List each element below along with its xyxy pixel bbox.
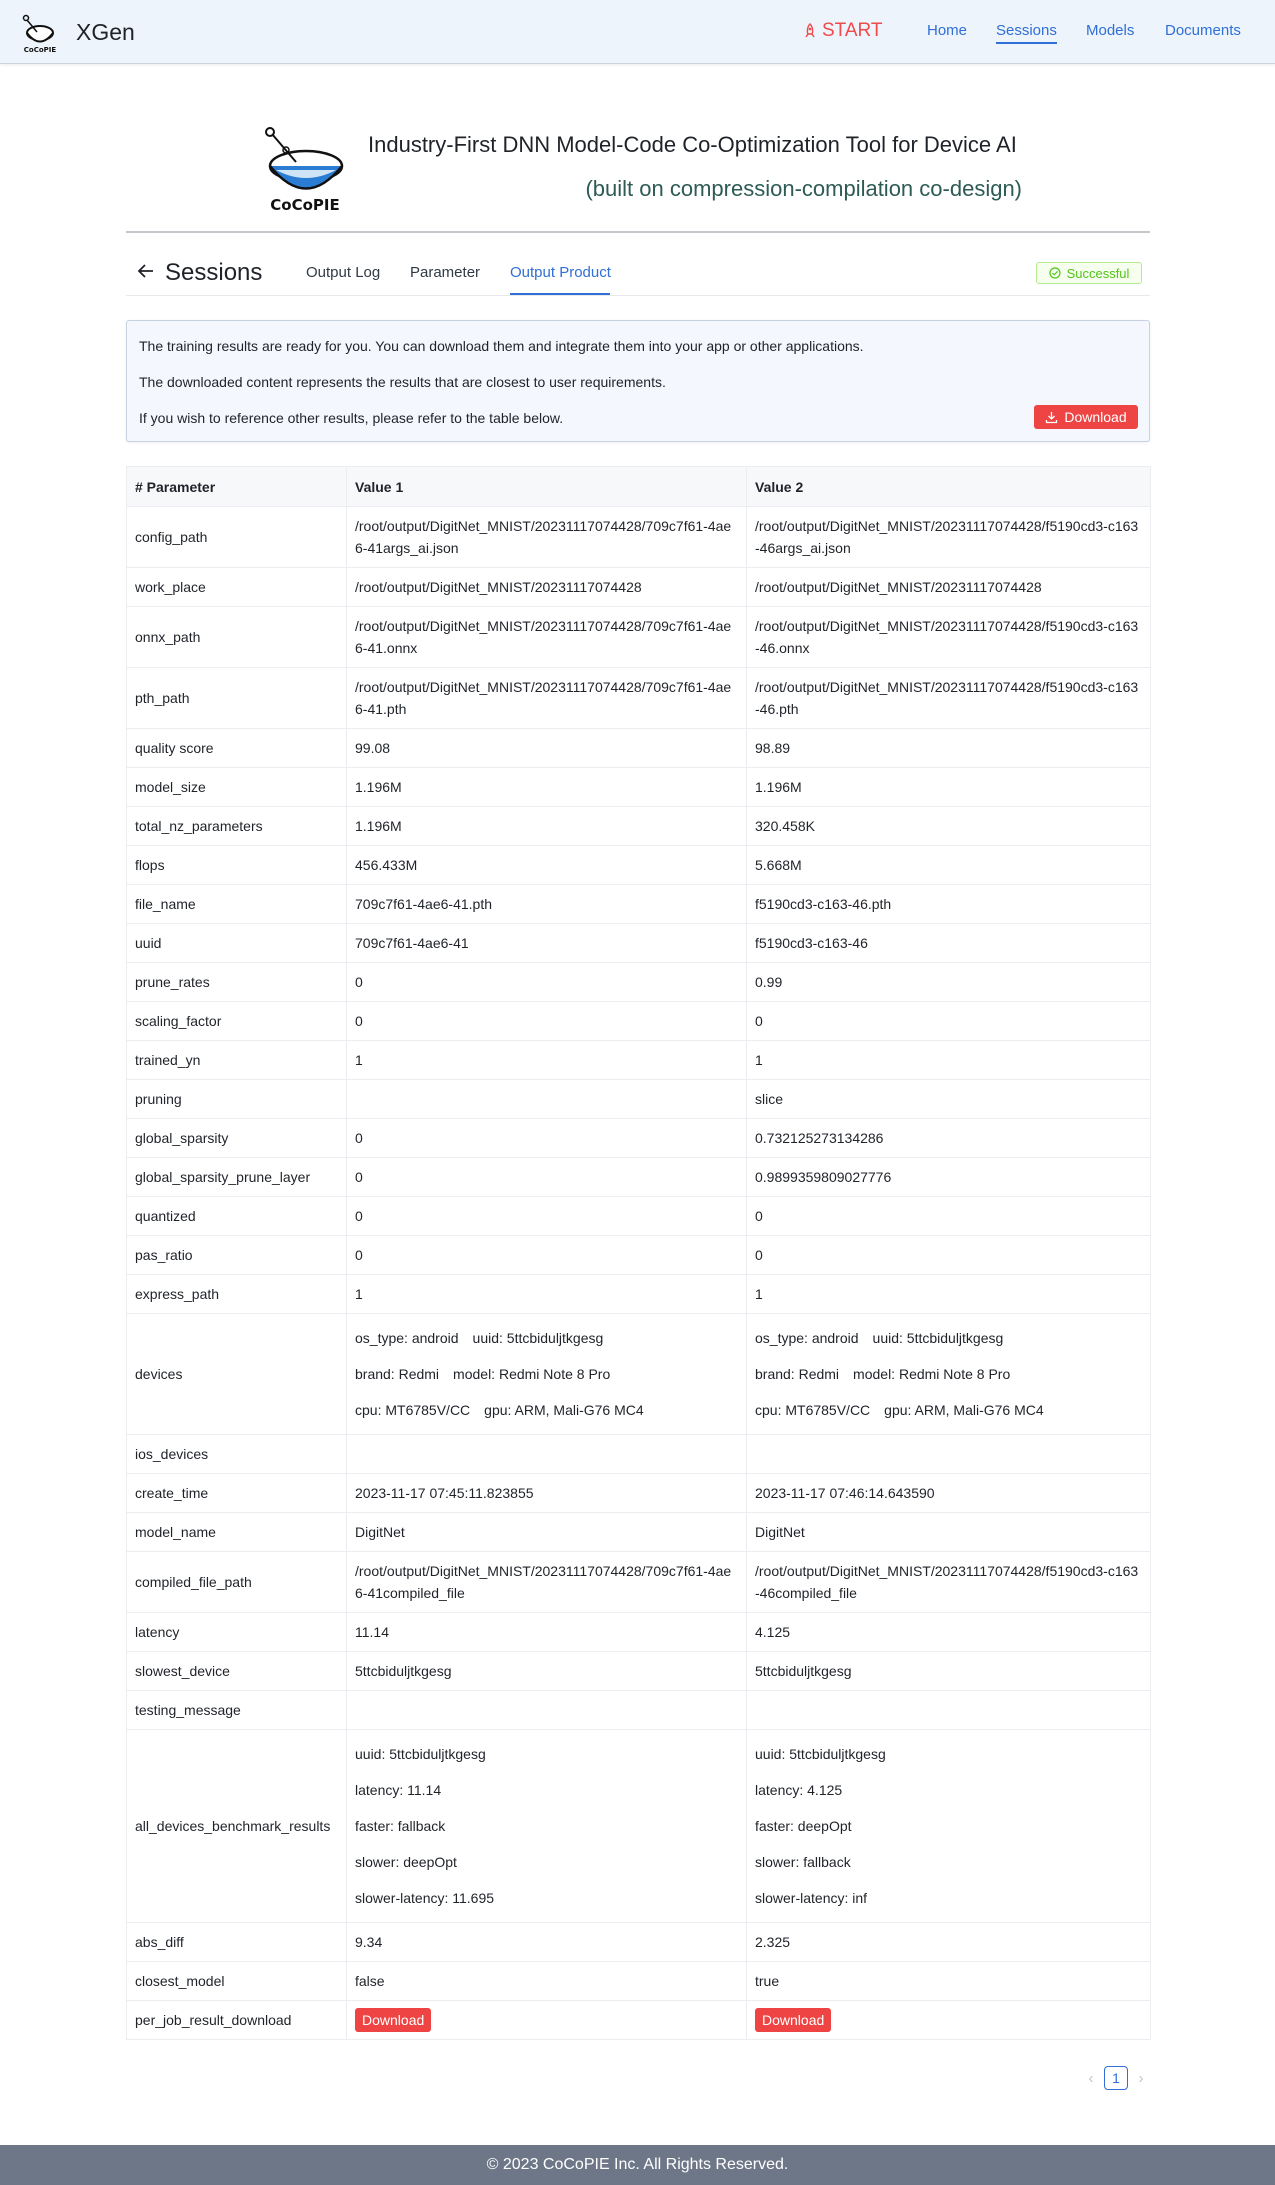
row-value-1: 0 <box>347 1119 747 1158</box>
table-row <box>127 1435 1151 1474</box>
row-value-1 <box>347 1691 747 1730</box>
table-row <box>127 1552 1151 1613</box>
tab-output-product[interactable]: Output Product <box>510 264 611 281</box>
row-label: global_sparsity <box>127 1119 347 1158</box>
table-row <box>127 1002 1151 1041</box>
table-row <box>127 807 1151 846</box>
benchmark-uuid: uuid: 5ttcbiduljtkgesg <box>355 1746 486 1762</box>
row-value-1: 0 <box>347 963 747 1002</box>
row-label: create_time <box>127 1474 347 1513</box>
row-value-2: 0 <box>747 1002 1151 1041</box>
table-row <box>127 1513 1151 1552</box>
row-value-2 <box>747 1435 1151 1474</box>
row-value-1: 1 <box>347 1041 747 1080</box>
row-label: pth_path <box>127 668 347 729</box>
row-label: quality score <box>127 729 347 768</box>
benchmark-latency: latency: 4.125 <box>755 1782 843 1798</box>
table-row <box>127 885 1151 924</box>
table-row <box>127 1275 1151 1314</box>
row-label: devices <box>127 1314 347 1435</box>
row-value-1: /root/output/DigitNet_MNIST/20231117074428/709c7f61-4ae6-41.onnx <box>347 607 747 668</box>
device-os-type: os_type: android <box>755 1330 859 1346</box>
download-label: Download <box>1064 409 1127 425</box>
device-cpu: cpu: MT6785V/CC <box>755 1402 871 1418</box>
row-value-2: 0 <box>747 1236 1151 1275</box>
row-value-2: 1 <box>747 1041 1151 1080</box>
device-model: model: Redmi Note 8 Pro <box>853 1366 1011 1382</box>
start-label: START <box>822 20 883 41</box>
notice-line-1: The training results are ready for you. You can download them and integrate them into your app or other applications. <box>139 338 864 354</box>
table-row-devices <box>127 1314 1151 1435</box>
table-row <box>127 1158 1151 1197</box>
table-row <box>127 1691 1151 1730</box>
table-row <box>127 924 1151 963</box>
row-value-1: false <box>347 1962 747 2001</box>
row-label: flops <box>127 846 347 885</box>
row-value-1 <box>347 2001 747 2040</box>
benchmark-slower: slower: fallback <box>755 1854 851 1870</box>
pagination <box>1082 2066 1150 2090</box>
table-row <box>127 729 1151 768</box>
row-value-1: 1 <box>347 1275 747 1314</box>
row-label: work_place <box>127 568 347 607</box>
row-value-2: f5190cd3-c163-46.pth <box>747 885 1151 924</box>
table-row <box>127 1613 1151 1652</box>
row-value-2: 320.458K <box>747 807 1151 846</box>
table-header-row <box>127 467 1151 507</box>
row-value-2: 5ttcbiduljtkgesg <box>747 1652 1151 1691</box>
device-brand: brand: Redmi <box>755 1366 840 1382</box>
benchmark-uuid: uuid: 5ttcbiduljtkgesg <box>755 1746 886 1762</box>
table-row <box>127 1923 1151 1962</box>
row-label: global_sparsity_prune_layer <box>127 1158 347 1197</box>
table-row <box>127 768 1151 807</box>
row-value-2: 0.99 <box>747 963 1151 1002</box>
brand[interactable] <box>18 10 135 54</box>
nav-home[interactable]: Home <box>927 22 968 39</box>
device-gpu: gpu: ARM, Mali-G76 MC4 <box>484 1402 644 1418</box>
header-value-1: Value 1 <box>347 467 747 507</box>
row-label: pruning <box>127 1080 347 1119</box>
row-label: total_nz_parameters <box>127 807 347 846</box>
table-row <box>127 2001 1151 2040</box>
row-value-2: DigitNet <box>747 1513 1151 1552</box>
row-label: model_name <box>127 1513 347 1552</box>
row-value-2: 0.732125273134286 <box>747 1119 1151 1158</box>
footer-copyright: © 2023 CoCoPIE Inc. All Rights Reserved. <box>486 2156 789 2173</box>
table-row <box>127 1236 1151 1275</box>
row-label: uuid <box>127 924 347 963</box>
row-value-2 <box>747 1314 1151 1435</box>
row-value-1: 9.34 <box>347 1923 747 1962</box>
row-value-1: 11.14 <box>347 1613 747 1652</box>
back-arrow-icon[interactable] <box>137 262 155 280</box>
row-value-1 <box>347 1080 747 1119</box>
nav-sessions[interactable]: Sessions <box>996 22 1057 44</box>
row-value-2: 2.325 <box>747 1923 1151 1962</box>
row-label: all_devices_benchmark_results <box>127 1730 347 1923</box>
benchmark-slower-latency: slower-latency: inf <box>755 1890 868 1906</box>
row-value-2 <box>747 1691 1151 1730</box>
table-row <box>127 1197 1151 1236</box>
row-value-1: 0 <box>347 1002 747 1041</box>
hero-divider <box>126 231 1150 233</box>
row-value-1: 99.08 <box>347 729 747 768</box>
check-circle-icon <box>1049 267 1061 279</box>
nav-models[interactable]: Models <box>1086 22 1135 39</box>
row-value-1: 0 <box>347 1197 747 1236</box>
row-value-2: /root/output/DigitNet_MNIST/20231117074428/f5190cd3-c163-46args_ai.json <box>747 507 1151 568</box>
next-page-icon[interactable]: › <box>1138 2069 1144 2087</box>
hero-subtitle: (built on compression-compilation co-design) <box>585 176 1022 201</box>
row-label: scaling_factor <box>127 1002 347 1041</box>
cocopie-logo-icon <box>18 10 62 54</box>
top-navbar <box>0 0 1275 64</box>
status-badge <box>1036 262 1142 284</box>
download-button[interactable] <box>1034 405 1138 429</box>
table-row <box>127 1119 1151 1158</box>
row-label: per_job_result_download <box>127 2001 347 2040</box>
header-value-2: Value 2 <box>747 467 1151 507</box>
cocopie-hero-logo-icon <box>262 126 348 212</box>
row-value-1: 1.196M <box>347 807 747 846</box>
row-label: model_size <box>127 768 347 807</box>
row-value-2: 4.125 <box>747 1613 1151 1652</box>
brand-name: XGen <box>76 18 135 45</box>
row-value-2: f5190cd3-c163-46 <box>747 924 1151 963</box>
table-row <box>127 1041 1151 1080</box>
row-value-2 <box>747 2001 1151 2040</box>
row-value-2 <box>747 1730 1151 1923</box>
row-value-2: 0.9899359809027776 <box>747 1158 1151 1197</box>
tab-output-log[interactable]: Output Log <box>306 264 381 281</box>
download-icon <box>1045 411 1058 424</box>
row-label: trained_yn <box>127 1041 347 1080</box>
row-value-1: 709c7f61-4ae6-41.pth <box>347 885 747 924</box>
row-value-2: 5.668M <box>747 846 1151 885</box>
page-number[interactable]: 1 <box>1104 2066 1128 2090</box>
sessions-title: Sessions <box>165 259 263 286</box>
row-label: latency <box>127 1613 347 1652</box>
row-label: abs_diff <box>127 1923 347 1962</box>
row-label: pas_ratio <box>127 1236 347 1275</box>
row-label: file_name <box>127 885 347 924</box>
row-value-1: 0 <box>347 1236 747 1275</box>
row-label: ios_devices <box>127 1435 347 1474</box>
row-label: slowest_device <box>127 1652 347 1691</box>
row-value-1: 456.433M <box>347 846 747 885</box>
benchmark-latency: latency: 11.14 <box>355 1782 442 1798</box>
row-value-2: /root/output/DigitNet_MNIST/20231117074428/f5190cd3-c163-46.pth <box>747 668 1151 729</box>
row-value-1: /root/output/DigitNet_MNIST/20231117074428/709c7f61-4ae6-41.pth <box>347 668 747 729</box>
row-label: compiled_file_path <box>127 1552 347 1613</box>
row-label: quantized <box>127 1197 347 1236</box>
row-value-2: 0 <box>747 1197 1151 1236</box>
row-value-1: 709c7f61-4ae6-41 <box>347 924 747 963</box>
row-value-1: /root/output/DigitNet_MNIST/20231117074428/709c7f61-4ae6-41args_ai.json <box>347 507 747 568</box>
device-uuid: uuid: 5ttcbiduljtkgesg <box>872 1330 1004 1346</box>
row-value-1 <box>347 1435 747 1474</box>
row-value-2: 2023-11-17 07:46:14.643590 <box>747 1474 1151 1513</box>
results-notice <box>126 320 1150 442</box>
table-row <box>127 1962 1151 2001</box>
row-value-1: /root/output/DigitNet_MNIST/20231117074428/709c7f61-4ae6-41compiled_file <box>347 1552 747 1613</box>
job-2-download-button[interactable]: Download <box>755 2008 831 2032</box>
device-uuid: uuid: 5ttcbiduljtkgesg <box>472 1330 604 1346</box>
table-row <box>127 1652 1151 1691</box>
row-value-2: 1 <box>747 1275 1151 1314</box>
job-1-download-button[interactable]: Download <box>355 2008 431 2032</box>
table-row <box>127 963 1151 1002</box>
row-value-2: slice <box>747 1080 1151 1119</box>
device-os-type: os_type: android <box>355 1330 459 1346</box>
device-model: model: Redmi Note 8 Pro <box>453 1366 611 1382</box>
start-button[interactable] <box>803 20 883 42</box>
row-value-1 <box>347 1730 747 1923</box>
row-value-2: 98.89 <box>747 729 1151 768</box>
row-label: onnx_path <box>127 607 347 668</box>
row-value-1 <box>347 1314 747 1435</box>
table-row <box>127 568 1151 607</box>
nav-documents[interactable]: Documents <box>1165 22 1241 39</box>
benchmark-faster: faster: deepOpt <box>755 1818 852 1834</box>
benchmark-slower: slower: deepOpt <box>355 1854 457 1870</box>
row-value-1: 1.196M <box>347 768 747 807</box>
row-label: express_path <box>127 1275 347 1314</box>
svg-text:CoCoPIE: CoCoPIE <box>270 196 340 212</box>
svg-text:CoCoPIE: CoCoPIE <box>23 46 57 54</box>
footer <box>0 2145 1275 2185</box>
results-table <box>126 466 1151 2040</box>
table-row <box>127 507 1151 568</box>
benchmark-faster: faster: fallback <box>355 1818 446 1834</box>
prev-page-icon[interactable]: ‹ <box>1088 2069 1094 2087</box>
row-value-2: true <box>747 1962 1151 2001</box>
benchmark-slower-latency: slower-latency: 11.695 <box>355 1890 495 1906</box>
table-row <box>127 1080 1151 1119</box>
hero-title: Industry-First DNN Model-Code Co-Optimization Tool for Device AI <box>368 132 1017 157</box>
row-value-2: /root/output/DigitNet_MNIST/20231117074428/f5190cd3-c163-46compiled_file <box>747 1552 1151 1613</box>
tab-parameter[interactable]: Parameter <box>410 264 481 281</box>
row-label: config_path <box>127 507 347 568</box>
rocket-icon <box>803 23 817 39</box>
device-cpu: cpu: MT6785V/CC <box>355 1402 471 1418</box>
row-value-1: 0 <box>347 1158 747 1197</box>
row-value-1: 5ttcbiduljtkgesg <box>347 1652 747 1691</box>
header-parameter: # Parameter <box>127 467 347 507</box>
table-row-benchmark <box>127 1730 1151 1923</box>
row-label: prune_rates <box>127 963 347 1002</box>
row-value-1: 2023-11-17 07:45:11.823855 <box>347 1474 747 1513</box>
row-label: closest_model <box>127 1962 347 2001</box>
row-value-2: 1.196M <box>747 768 1151 807</box>
table-row <box>127 607 1151 668</box>
row-value-2: /root/output/DigitNet_MNIST/20231117074428 <box>747 568 1151 607</box>
notice-line-2: The downloaded content represents the results that are closest to user requirements. <box>139 374 666 390</box>
device-gpu: gpu: ARM, Mali-G76 MC4 <box>884 1402 1044 1418</box>
table-row <box>127 846 1151 885</box>
row-value-1: DigitNet <box>347 1513 747 1552</box>
row-value-1: /root/output/DigitNet_MNIST/20231117074428 <box>347 568 747 607</box>
row-label: testing_message <box>127 1691 347 1730</box>
table-row <box>127 668 1151 729</box>
status-text: Successful <box>1066 265 1130 281</box>
tabs-divider <box>126 295 1150 296</box>
notice-line-3: If you wish to reference other results, please refer to the table below. <box>139 410 564 426</box>
table-row <box>127 1474 1151 1513</box>
row-value-2: /root/output/DigitNet_MNIST/20231117074428/f5190cd3-c163-46.onnx <box>747 607 1151 668</box>
device-brand: brand: Redmi <box>355 1366 440 1382</box>
